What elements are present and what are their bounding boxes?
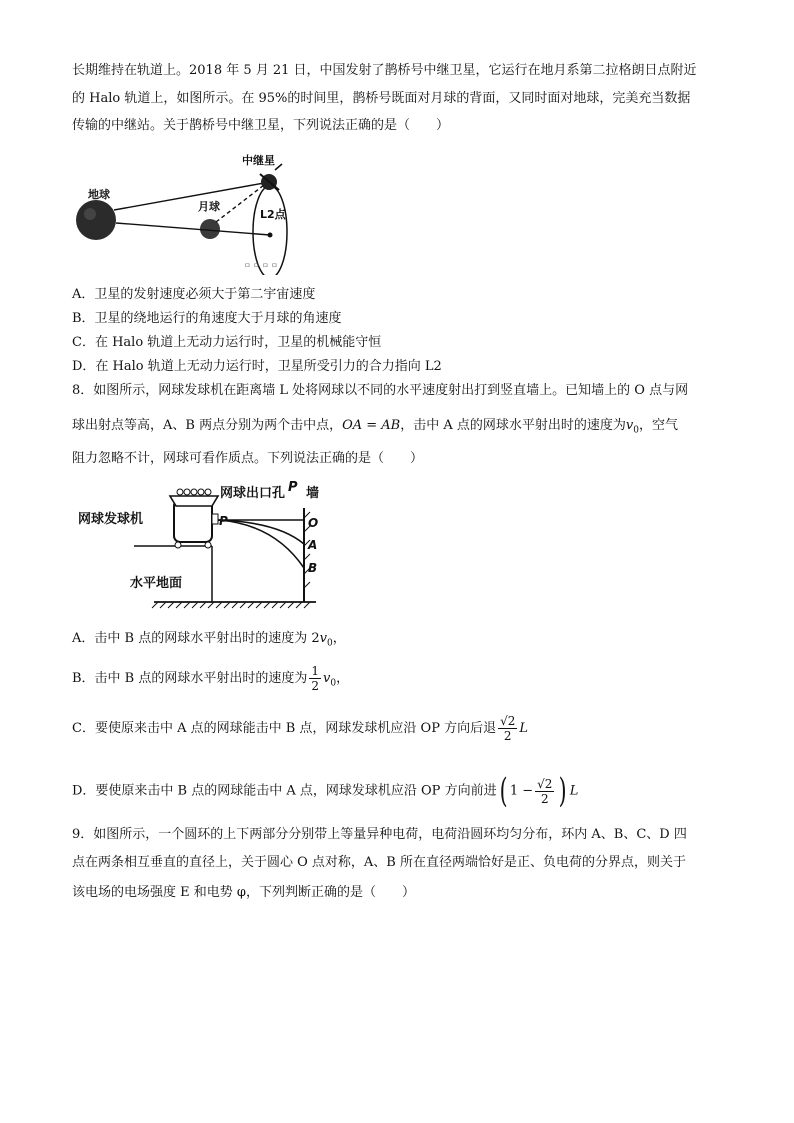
point-p-label: P bbox=[219, 514, 228, 528]
q9-text-line1: 9．如图所示，一个圆环的上下两部分分别带上等量异种电荷，电荷沿圆环均匀分布，环内 A、B、C、D 四 bbox=[72, 827, 687, 842]
q8-text-line2 bbox=[72, 417, 732, 440]
q8-line2-c: ，击中 A 点的网球水平射出时的速度为 bbox=[400, 418, 626, 433]
outlet-p-label: P bbox=[288, 480, 298, 495]
earth-sphere bbox=[76, 200, 116, 240]
l2-point bbox=[268, 233, 273, 238]
q8-opt-a-sub: 0 bbox=[326, 638, 333, 649]
q7-option-d: D．在 Halo 轨道上无动力运行时，卫星所受引力的合力指向 L2 bbox=[72, 359, 442, 374]
q8-opt-d-post: L bbox=[569, 783, 579, 799]
trajectory-b bbox=[218, 520, 304, 568]
q8-option-c bbox=[72, 714, 528, 743]
earth-label: 地球 bbox=[88, 188, 110, 201]
q8-opt-d-num: √2 bbox=[537, 776, 553, 791]
point-o-label: O bbox=[308, 516, 319, 530]
q8-line2-sub: 0 bbox=[633, 425, 639, 436]
earth-relay-line bbox=[114, 183, 264, 210]
q8-opt-a-post: ， bbox=[332, 631, 346, 646]
q8-text-line1: 8．如图所示，网球发球机在距离墙 L 处将网球以不同的水平速度射出打到竖直墙上。已知墙上的 O 点与网 bbox=[72, 383, 689, 398]
q8-opt-c-post: L bbox=[519, 721, 529, 736]
figure-caption: ㅁ ㅁ ㅁ ㅁ bbox=[244, 262, 278, 270]
q9-text-line2: 点在两条相互垂直的直径上，关于圆心 O 点对称，A、B 所在直径两端恰好是正、负电荷的分界点，则关于 bbox=[72, 855, 686, 870]
l2-label: L2点 bbox=[260, 208, 286, 221]
q8-opt-d-frac bbox=[535, 777, 554, 806]
q8-text-line3: 阻力忽略不计，网球可看作质点。下列说法正确的是（ ） bbox=[72, 451, 424, 466]
q8-opt-b-v: v bbox=[323, 671, 331, 686]
q8-opt-b-frac bbox=[309, 664, 321, 693]
q8-option-a bbox=[72, 630, 346, 653]
q8-opt-d-lparen: ( bbox=[499, 771, 508, 811]
q7-option-a: A．卫星的发射速度必须大于第二宇宙速度 bbox=[72, 287, 316, 302]
q8-line2-f: ，空气 bbox=[638, 418, 678, 433]
q8-option-b bbox=[72, 664, 349, 693]
moon-label: 月球 bbox=[198, 200, 220, 213]
q8-opt-a-pre: A．击中 B 点的网球水平射出时的速度为 2 bbox=[72, 631, 320, 646]
q8-line2-a: 球出射点等高，A、B 两点分别为两个击中点， bbox=[72, 418, 343, 433]
q8-opt-b-sub: 0 bbox=[330, 678, 337, 689]
trajectory-a bbox=[218, 520, 304, 544]
q8-line2-v: v bbox=[625, 418, 634, 433]
q8-opt-b-den: 2 bbox=[311, 679, 320, 693]
machine-label: 网球发球机 bbox=[78, 512, 144, 527]
q9-text-line3: 该电场的电场强度 E 和电势 φ，下列判断正确的是（ ） bbox=[72, 885, 415, 900]
earth-l2-line bbox=[116, 223, 270, 235]
q7-text-line1: 长期维持在轨道上。2018 年 5 月 21 日，中国发射了鹊桥号中继卫星，它运行在地月系第二拉格朗日点附近 bbox=[72, 63, 697, 78]
q8-opt-d-rparen: ) bbox=[559, 771, 568, 811]
q8-opt-c-den: 2 bbox=[503, 729, 512, 743]
outlet-label: 网球出口孔 bbox=[220, 486, 286, 501]
relay-label: 中继星 bbox=[242, 154, 275, 167]
q8-opt-c-frac bbox=[498, 714, 517, 743]
point-a-label: A bbox=[308, 538, 318, 552]
q8-opt-c-num: √2 bbox=[500, 714, 516, 728]
ground-label: 水平地面 bbox=[130, 576, 183, 591]
q8-opt-a-v: v bbox=[319, 631, 327, 646]
q8-opt-d-den: 2 bbox=[540, 791, 549, 806]
q8-opt-b-post: ， bbox=[336, 671, 350, 686]
q8-opt-c-pre: C．要使原来击中 A 点的网球能击中 B 点，网球发球机应沿 OP 方向后退 bbox=[72, 721, 497, 736]
q8-opt-d-one: 1 − bbox=[509, 783, 534, 799]
wall-label: 墙 bbox=[306, 486, 320, 501]
q8-opt-b-pre: B．击中 B 点的网球水平射出时的速度为 bbox=[72, 671, 308, 686]
q8-opt-d-pre: D．要使原来击中 B 点的网球能击中 A 点，网球发球机应沿 OP 方向前进 bbox=[72, 783, 497, 799]
q7-option-c: C．在 Halo 轨道上无动力运行时，卫星的机械能守恒 bbox=[72, 335, 382, 350]
q8-option-d bbox=[72, 771, 579, 811]
q7-text-line3: 传输的中继站。关于鹊桥号中继卫星，下列说法正确的是（ ） bbox=[72, 118, 450, 133]
q8-line2-eq: OA = AB bbox=[342, 418, 401, 433]
point-b-label: B bbox=[308, 561, 318, 575]
q7-figure bbox=[72, 150, 312, 275]
q8-figure bbox=[78, 478, 328, 612]
q8-figure-diagram bbox=[78, 478, 328, 612]
q7-option-b: B．卫星的绕地运行的角速度大于月球的角速度 bbox=[72, 311, 342, 326]
q8-opt-b-num: 1 bbox=[311, 664, 320, 678]
q7-text-line2: 的 Halo 轨道上，如图所示。在 95%的时间里，鹊桥号既面对月球的背面，又同时面对地球，完美充当数据 bbox=[72, 91, 691, 106]
